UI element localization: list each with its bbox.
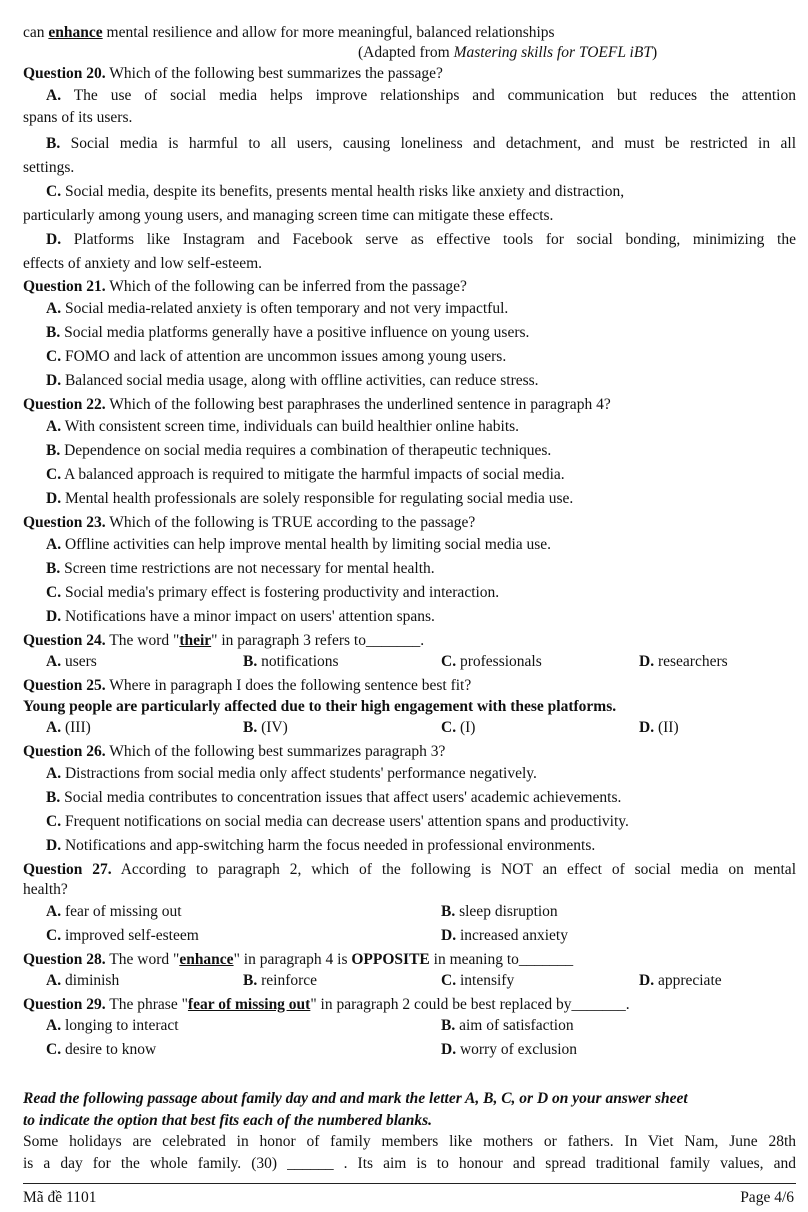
question-29 [23,994,796,1016]
option-d [441,925,568,947]
option-d [46,835,796,857]
option-text: Notifications have a minor impact on users' attention spans. [64,608,435,625]
option-letter: D. [46,490,62,507]
text: ) [651,44,658,61]
source-credit [358,42,657,64]
exam-code: Mã đề 1101 [23,1189,97,1206]
option-letter: B. [46,789,61,806]
option-letter: C. [46,348,62,365]
option-c [441,970,514,992]
option-letter: B. [243,719,258,736]
option-text: Social media, despite its benefits, presents mental health risks like anxiety and distraction, [64,183,625,200]
option-text: aim of satisfaction [459,1017,574,1034]
option-text: Mental health professionals are solely responsible for regulating social media use. [64,490,574,507]
option-d [46,370,796,392]
option-letter: D. [46,372,62,389]
option-text: A balanced approach is required to mitigate the harmful impacts of social media. [64,466,565,483]
option-d [46,606,796,628]
option-text: Distractions from social media only affect students' performance negatively. [64,765,537,782]
option-text: diminish [64,972,120,989]
question-label: Question 28. [23,951,106,968]
option-letter: A. [46,536,62,553]
option-a [46,763,796,785]
option-text: (I) [459,719,476,736]
option-text: appreciate [657,972,722,989]
option-b [243,717,288,739]
question-label: Question 24. [23,632,106,649]
option-text: increased anxiety [459,927,568,944]
option-d-cont: effects of anxiety and low self-esteem. [23,255,263,272]
option-text: (IV) [261,719,288,736]
text: (Adapted from [358,44,454,61]
option-a [46,651,97,673]
option-letter: A. [46,903,62,920]
option-d [441,1039,577,1061]
option-letter: A. [46,87,62,104]
passage-last-line [23,22,796,44]
text: mental resilience and allow for more meaningful, balanced relationships [102,24,555,41]
question-28 [23,949,796,971]
option-c [46,464,796,486]
book-title: Mastering skills for TOEFL iBT [453,44,652,61]
option-c [441,717,475,739]
option-letter: D. [441,927,457,944]
option-d [639,970,722,992]
option-a [46,534,796,556]
option-letter: B. [441,903,456,920]
question-24 [23,630,796,652]
question-label: Question 20. [23,65,106,82]
option-text: Social media platforms generally have a positive influence on young users. [64,324,530,341]
option-a [46,901,182,923]
option-c [46,582,796,604]
question-22 [23,394,796,416]
option-letter: B. [243,653,258,670]
option-text: intensify [459,972,515,989]
option-text: users [64,653,97,670]
option-text: FOMO and lack of attention are uncommon issues among young users. [64,348,507,365]
option-text: improved self-esteem [64,927,199,944]
option-text: worry of exclusion [459,1041,578,1058]
question-20 [23,63,796,85]
question-21 [23,276,796,298]
option-letter: A. [46,300,62,317]
question-label: Question 29. [23,996,106,1013]
option-letter: B. [46,560,61,577]
option-letter: A. [46,972,62,989]
option-d [639,717,679,739]
option-text: Social media-related anxiety is often temporary and not very impactful. [64,300,509,317]
option-text: sleep disruption [459,903,558,920]
question-stem: According to paragraph 2, which of the following is NOT an effect of social media on mental [111,861,796,878]
text: The phrase " [105,996,188,1013]
option-b [243,651,339,673]
option-a [46,717,91,739]
option-letter: D. [46,837,62,854]
option-text: Balanced social media usage, along with offline activities, can reduce stress. [64,372,539,389]
option-c [46,925,199,947]
option-b [441,901,558,923]
question-stem: Which of the following best paraphrases the underlined sentence in paragraph 4? [105,396,611,413]
option-d [46,488,796,510]
option-text: professionals [459,653,542,670]
question-label: Question 25. [23,677,106,694]
text: can [23,24,49,41]
option-letter: C. [46,813,62,830]
underlined-word: enhance [179,951,234,968]
option-letter: C. [46,927,62,944]
passage-line-2: is a day for the whole family. (30) ______ . Its aim is to honour and spread traditional family values, and [23,1155,796,1172]
option-letter: D. [46,231,62,248]
option-text: longing to interact [64,1017,179,1034]
question-27 [23,859,796,881]
option-text: (II) [657,719,679,736]
question-label: Question 27. [23,861,112,878]
question-stem: Where in paragraph I does the following sentence best fit? [105,677,472,694]
option-c-cont: particularly among young users, and managing screen time can mitigate these effects. [23,207,554,224]
option-c [46,811,796,833]
option-letter: C. [441,972,457,989]
option-letter: C. [46,584,62,601]
option-text: Offline activities can help improve mental health by limiting social media use. [64,536,552,553]
question-label: Question 22. [23,396,106,413]
question-label: Question 21. [23,278,106,295]
option-b [243,970,317,992]
page-number: Page 4/6 [740,1189,794,1206]
emphasis: OPPOSITE [351,951,430,968]
option-text: With consistent screen time, individuals can build healthier online habits. [64,418,520,435]
passage-line-1: Some holidays are celebrated in honor of family members like mothers or fathers. In Viet Nam, June 28th [23,1133,796,1150]
option-letter: C. [46,466,62,483]
option-text: Social media's primary effect is fostering productivity and interaction. [64,584,500,601]
option-text: researchers [657,653,728,670]
option-text: desire to know [64,1041,157,1058]
underlined-word: enhance [48,24,103,41]
option-text: Social media contributes to concentration issues that affect users' academic achievements. [64,789,622,806]
instruction-line-1: Read the following passage about family day and and mark the letter A, B, C, or D on your answer sheet [23,1090,688,1107]
option-letter: D. [639,719,655,736]
question-stem: Which of the following best summarizes the passage? [105,65,443,82]
text: " in paragraph 4 is [233,951,352,968]
option-letter: A. [46,719,62,736]
option-text: notifications [261,653,339,670]
text: in meaning to_______ [429,951,574,968]
option-d [46,229,796,251]
option-b-cont: settings. [23,159,75,176]
option-c [46,181,796,203]
option-letter: D. [639,972,655,989]
option-letter: C. [46,183,62,200]
option-letter: A. [46,765,62,782]
question-label: Question 23. [23,514,106,531]
underlined-word: fear of missing out [187,996,311,1013]
text: The word " [105,951,180,968]
option-letter: D. [441,1041,457,1058]
underlined-word: their [179,632,212,649]
option-letter: B. [46,442,61,459]
option-b [46,133,796,155]
option-text: Frequent notifications on social media can decrease users' attention spans and productivity. [64,813,629,830]
question-stem: Which of the following best summarizes paragraph 3? [105,743,446,760]
option-letter: A. [46,418,62,435]
option-letter: B. [243,972,258,989]
option-d [639,651,728,673]
option-letter: D. [639,653,655,670]
option-a [46,416,796,438]
option-letter: C. [46,1041,62,1058]
option-letter: B. [441,1017,456,1034]
option-text: Notifications and app-switching harm the focus needed in professional environments. [64,837,596,854]
option-b [46,558,796,580]
option-text: Dependence on social media requires a combination of therapeutic techniques. [64,442,552,459]
option-text: fear of missing out [64,903,182,920]
option-b [46,787,796,809]
option-a [46,85,796,107]
option-a [46,298,796,320]
option-a-cont: spans of its users. [23,109,133,126]
question-label: Question 26. [23,743,106,760]
option-letter: A. [46,653,62,670]
question-26 [23,741,796,763]
option-c [46,1039,156,1061]
option-letter: B. [46,324,61,341]
option-b [46,440,796,462]
option-letter: B. [46,135,61,152]
question-23 [23,512,796,534]
option-b [441,1015,574,1037]
question-25 [23,675,796,697]
footer-divider [23,1183,796,1184]
text: The word " [105,632,180,649]
option-letter: C. [441,653,457,670]
option-text: The use of social media helps improve relationships and communication but reduces the attention [73,87,796,104]
option-a [46,1015,179,1037]
option-text: reinforce [261,972,318,989]
insert-sentence: Young people are particularly affected due to their high engagement with these platforms. [23,698,617,715]
question-stem: Which of the following can be inferred from the passage? [105,278,467,295]
option-text: Social media is harmful to all users, causing loneliness and detachment, and must be restricted in all [70,135,796,152]
option-text: Screen time restrictions are not necessary for mental health. [64,560,435,577]
option-c [441,651,542,673]
option-letter: D. [46,608,62,625]
option-b [46,322,796,344]
text: " in paragraph 3 refers to_______. [211,632,425,649]
question-27-cont: health? [23,881,68,898]
instruction-line-2: to indicate the option that best fits each of the numbered blanks. [23,1112,433,1129]
option-a [46,970,119,992]
question-stem: Which of the following is TRUE according to the passage? [105,514,476,531]
text: " in paragraph 2 could be best replaced by_______. [310,996,630,1013]
option-text: (III) [64,719,91,736]
option-letter: A. [46,1017,62,1034]
option-c [46,346,796,368]
option-text: Platforms like Instagram and Facebook serve as effective tools for social bonding, minimizing the [73,231,796,248]
option-letter: C. [441,719,457,736]
